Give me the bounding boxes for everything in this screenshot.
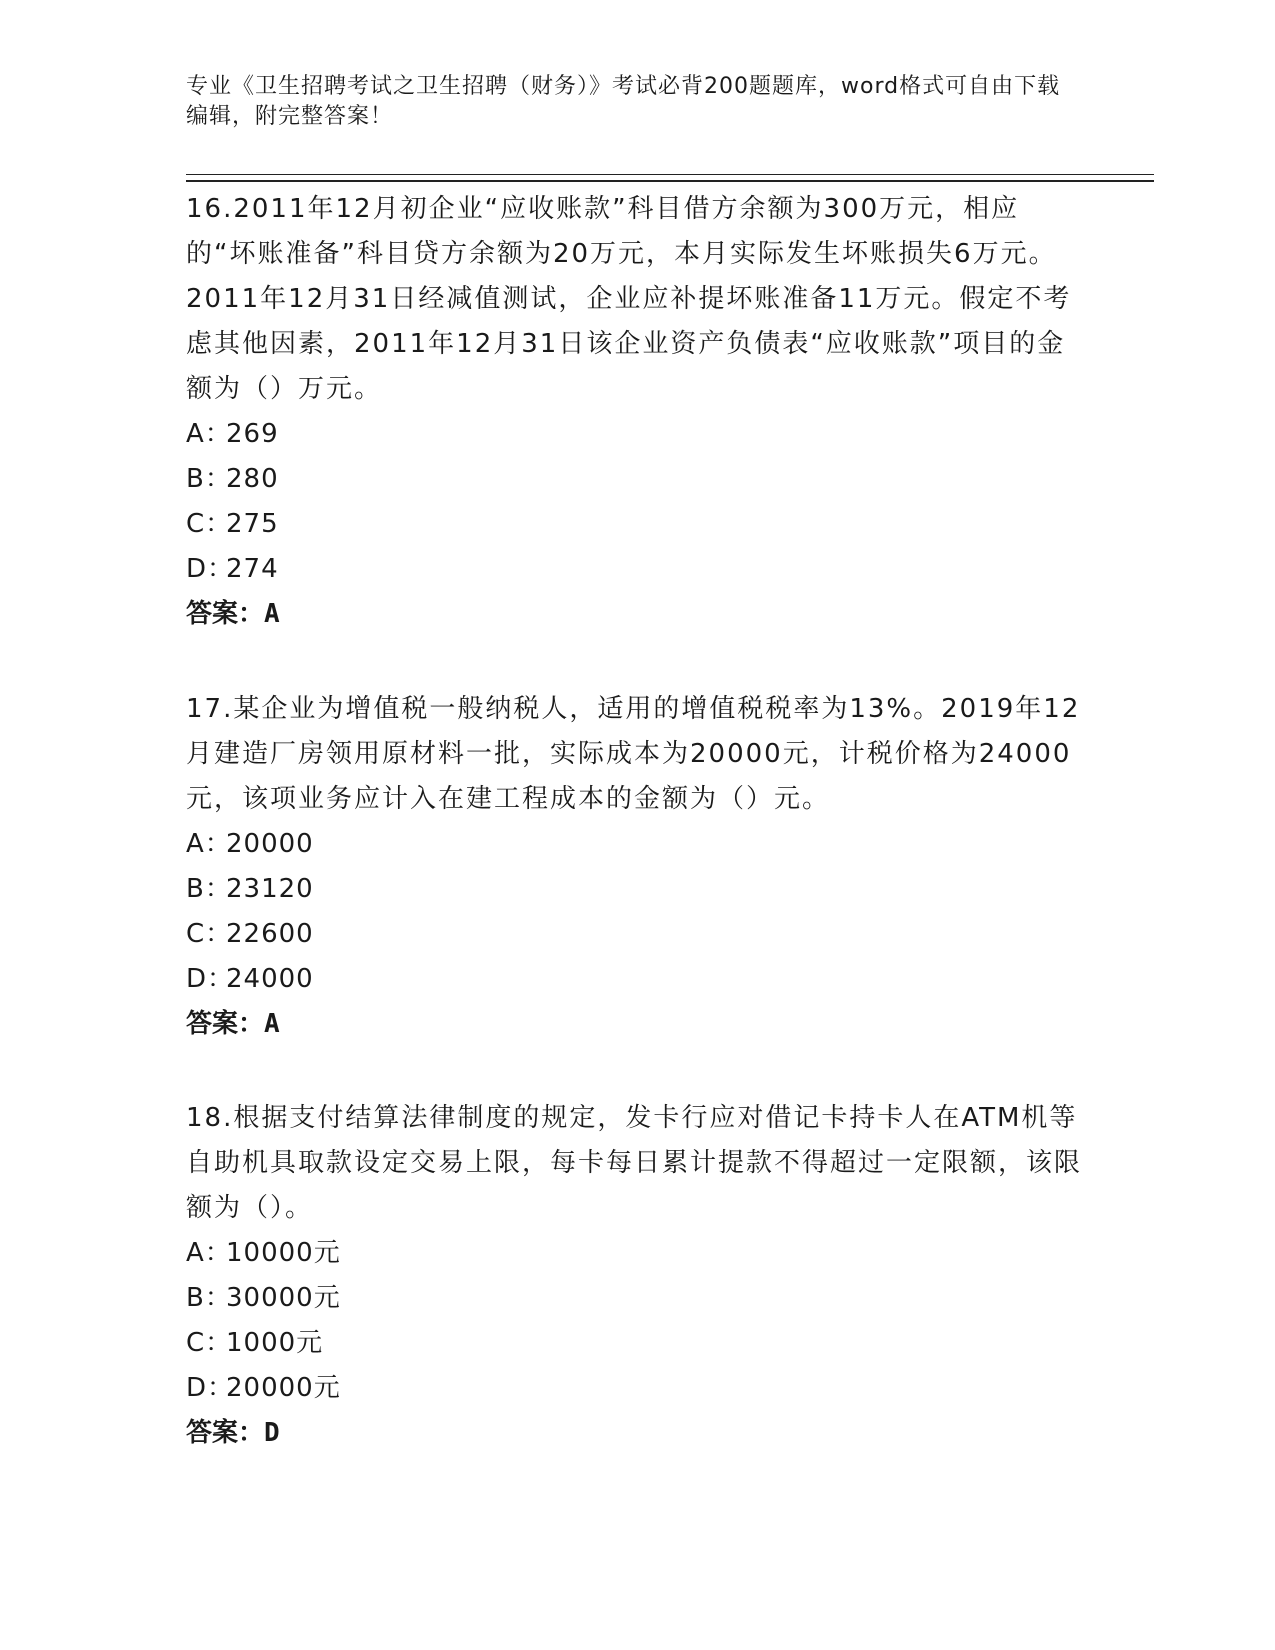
option-b	[186, 1276, 1086, 1321]
option-letter: D：	[186, 1373, 235, 1403]
option-value: 22600	[226, 919, 314, 949]
option-value: 20000元	[226, 1373, 341, 1403]
option-b	[186, 867, 1086, 912]
option-c	[186, 1321, 1086, 1366]
option-a	[186, 412, 1086, 457]
option-letter: A：	[186, 419, 232, 449]
option-value: 274	[226, 554, 279, 584]
header-divider-thin	[186, 174, 1154, 175]
option-letter: C：	[186, 1328, 233, 1358]
option-letter: C：	[186, 919, 233, 949]
answer-line: 答案：A	[186, 599, 280, 629]
question-16	[186, 187, 1086, 637]
option-c	[186, 502, 1086, 547]
question-text: 17.某企业为增值税一般纳税人，适用的增值税税率为13%。2019年12月建造厂房领用原材料一批，实际成本为20000元，计税价格为24000元，该项业务应计入在建工程成本的金额为（）元。	[186, 694, 1081, 814]
option-value: 269	[226, 419, 279, 449]
header-divider-thick	[186, 180, 1154, 182]
option-value: 275	[226, 509, 279, 539]
option-letter: A：	[186, 1238, 232, 1268]
option-letter: A：	[186, 829, 232, 859]
option-letter: B：	[186, 1283, 232, 1313]
answer-line: 答案：D	[186, 1418, 280, 1448]
question-text: 16.2011年12月初企业“应收账款”科目借方余额为300万元，相应的“坏账准备”科目贷方余额为20万元，本月实际发生坏账损失6万元。2011年12月31日经减值测试，企业应补提坏账准备11万元。假定不考虑其他因素，2011年12月31日该企业资产负债表“应收账款”项目的金额为（）万元。	[186, 194, 1072, 404]
option-value: 24000	[226, 964, 314, 994]
option-d	[186, 1366, 1086, 1411]
option-c	[186, 912, 1086, 957]
question-18	[186, 1096, 1086, 1456]
option-d	[186, 547, 1086, 592]
option-letter: B：	[186, 874, 232, 904]
option-value: 20000	[226, 829, 314, 859]
option-value: 30000元	[226, 1283, 341, 1313]
option-d	[186, 957, 1086, 1002]
answer-line: 答案：A	[186, 1009, 280, 1039]
option-letter: C：	[186, 509, 233, 539]
option-value: 1000元	[226, 1328, 324, 1358]
option-a	[186, 1231, 1086, 1276]
option-letter: D：	[186, 964, 235, 994]
option-a	[186, 822, 1086, 867]
option-value: 280	[226, 464, 279, 494]
question-text: 18.根据支付结算法律制度的规定，发卡行应对借记卡持卡人在ATM机等自助机具取款设定交易上限，每卡每日累计提款不得超过一定限额，该限额为（）。	[186, 1103, 1083, 1223]
document-header: 专业《卫生招聘考试之卫生招聘（财务）》考试必背200题题库，word格式可自由下载编辑，附完整答案！	[186, 74, 1061, 129]
option-value: 23120	[226, 874, 314, 904]
option-letter: B：	[186, 464, 232, 494]
option-letter: D：	[186, 554, 235, 584]
question-17	[186, 687, 1086, 1047]
option-b	[186, 457, 1086, 502]
option-value: 10000元	[226, 1238, 341, 1268]
